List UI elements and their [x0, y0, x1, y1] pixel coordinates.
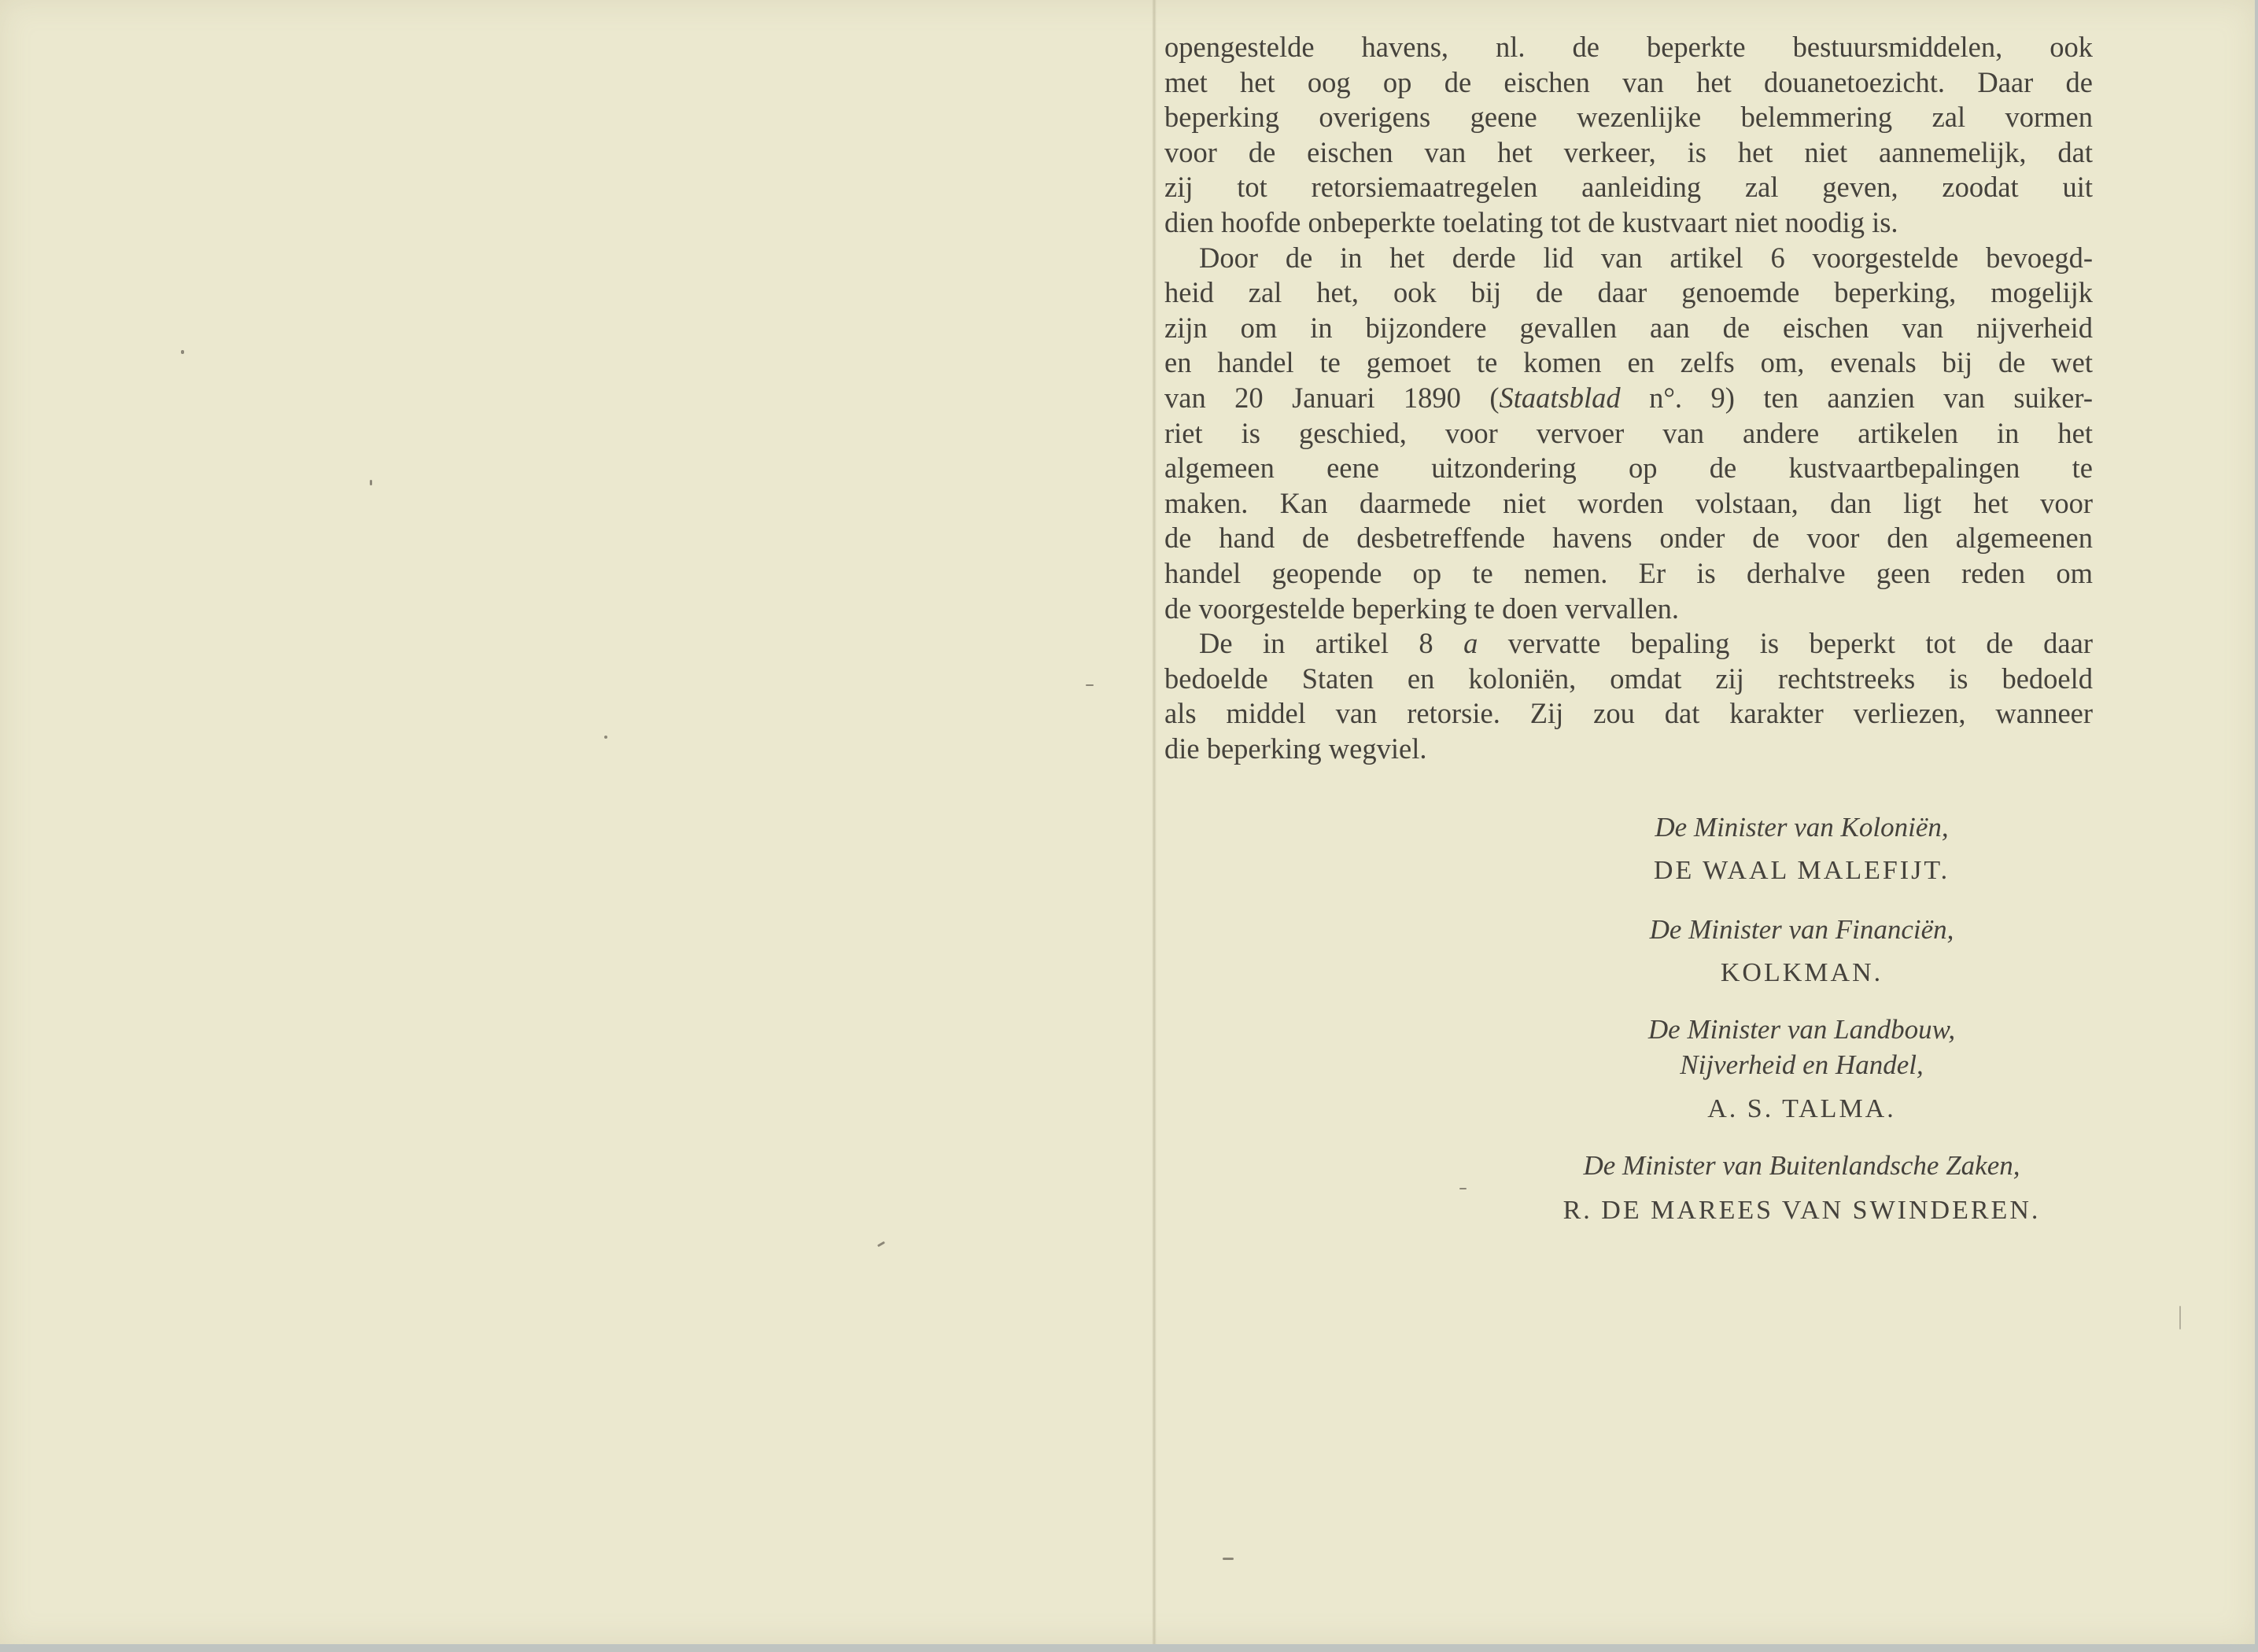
text-line-content: zij tot retorsiemaatregelen aanleiding zal geven, zoodat uit	[1164, 171, 2093, 204]
text-line	[1164, 275, 2093, 311]
italic-term: Staatsblad	[1499, 381, 1621, 414]
minister-title: De Minister van Buitenlandsche Zaken,	[1583, 1150, 2020, 1181]
text-line-content: dien hoofde onbeperkte toelating tot de kustvaart niet noodig is.	[1164, 205, 1898, 238]
paper-speck	[181, 350, 184, 354]
text-line-content: als middel van retorsie. Zij zou dat karakter verliezen, wanneer	[1164, 697, 2093, 730]
text-line-content: voor de eischen van het verkeer, is het niet aannemelijk, dat	[1164, 135, 2093, 168]
text-line	[1164, 626, 2093, 662]
paper-speck	[370, 480, 372, 485]
text-line-content: met het oog op de eischen van het douanetoezicht. Daar de	[1164, 65, 2093, 98]
text-line-content: zijn om in bijzondere gevallen aan de eischen van nijverheid	[1164, 311, 2093, 344]
italic-term: a	[1463, 627, 1478, 660]
text-line-content: De in artikel 8	[1199, 627, 1464, 660]
paper-speck	[1223, 1558, 1234, 1560]
minister-title: De Minister van Financiën,	[1649, 914, 1954, 945]
text-line	[1164, 381, 2093, 416]
text-line-content: de hand de desbetreffende havens onder de voor den algemeenen	[1164, 522, 2093, 555]
text-line-content: en handel te gemoet te komen en zelfs om, evenals bij de wet	[1164, 346, 2093, 379]
minister-name: R. DE MAREES VAN SWINDEREN.	[1563, 1196, 2041, 1225]
minister-name: A. S. TALMA.	[1707, 1094, 1896, 1123]
text-line-content: van 20 Januari 1890 (	[1164, 381, 1500, 414]
paper-speck	[1086, 684, 1094, 686]
text-line	[1164, 696, 2093, 732]
text-line	[1164, 556, 2093, 592]
text-line-content: de voorgestelde beperking te doen vervallen.	[1164, 592, 1680, 625]
minister-title: De Minister van Landbouw,	[1647, 1014, 1956, 1045]
paper-speck	[2179, 1306, 2181, 1329]
paper-speck	[877, 1241, 885, 1248]
text-line-content: opengestelde havens, nl. de beperkte bestuursmiddelen, ook	[1164, 31, 2093, 63]
text-line-content: beperking overigens geene wezenlijke belemmering zal vormen	[1164, 101, 2093, 134]
text-line-content: algemeen eene uitzondering op de kustvaartbepalingen te	[1164, 452, 2093, 485]
minister-name: DE WAAL MALEFIJT.	[1653, 856, 1950, 885]
text-line-content: handel geopende op te nemen. Er is derhalve geen reden om	[1164, 556, 2093, 589]
text-line-continuation: vervatte bepaling is beperkt tot de daar	[1478, 627, 2093, 660]
text-line-content: die beperking wegviel.	[1164, 732, 1427, 765]
minister-title: Nijverheid en Handel,	[1680, 1049, 1924, 1080]
text-line	[1164, 100, 2093, 135]
minister-title: De Minister van Koloniën,	[1655, 812, 1949, 843]
text-line-content: heid zal het, ook bij de daar genoemde beperking, mogelijk	[1164, 276, 2093, 309]
text-line	[1164, 135, 2093, 171]
text-line	[1164, 65, 2093, 101]
text-line	[1164, 662, 2093, 697]
text-line	[1164, 486, 2093, 522]
text-line	[1164, 521, 2093, 556]
text-line	[1164, 732, 2093, 767]
text-line	[1164, 205, 2093, 241]
text-line	[1164, 416, 2093, 452]
paper-speck	[1459, 1188, 1467, 1189]
paper-speck	[604, 736, 607, 739]
minister-name: KOLKMAN.	[1720, 958, 1884, 987]
text-line	[1164, 451, 2093, 486]
text-line	[1164, 592, 2093, 627]
text-line-content: riet is geschied, voor vervoer van andere artikelen in het	[1164, 416, 2093, 449]
text-line-content: bedoelde Staten en koloniën, omdat zij rechtstreeks is bedoeld	[1164, 662, 2093, 695]
body-text	[1164, 30, 2093, 766]
text-line-content: Door de in het derde lid van artikel 6 voorgestelde bevoegd-	[1199, 241, 2093, 274]
text-line	[1164, 30, 2093, 65]
text-line	[1164, 311, 2093, 346]
text-line	[1164, 241, 2093, 276]
text-line	[1164, 170, 2093, 205]
text-line-continuation: n°. 9) ten aanzien van suiker-	[1620, 381, 2093, 414]
text-line-content: maken. Kan daarmede niet worden volstaan, dan ligt het voor	[1164, 486, 2093, 519]
text-line	[1164, 345, 2093, 381]
